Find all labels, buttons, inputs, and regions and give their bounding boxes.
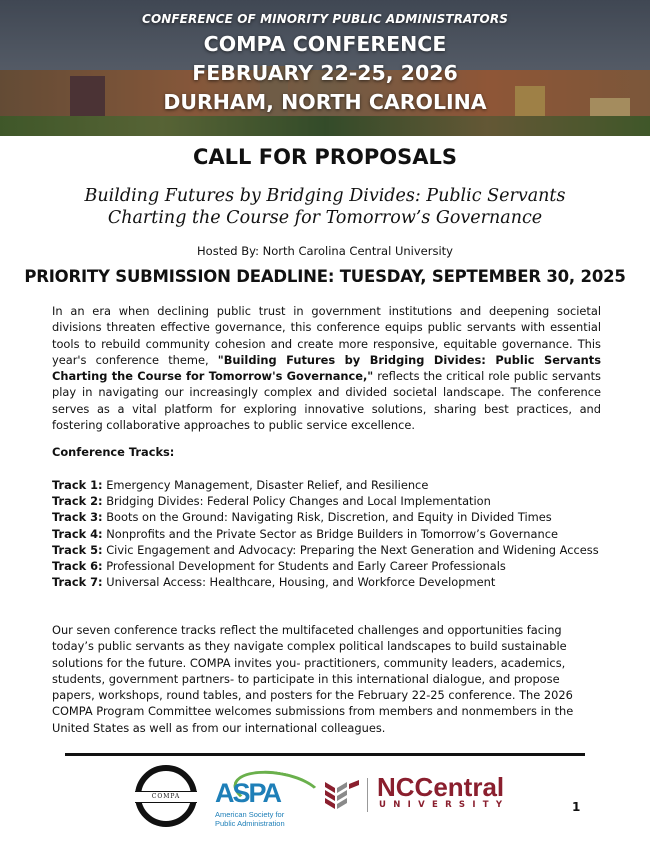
conference-title: COMPA CONFERENCE (203, 32, 447, 56)
header-banner (0, 0, 650, 136)
theme-line: Charting the Course for Tomorrow’s Governance (107, 208, 543, 228)
tracks-list (52, 477, 601, 590)
intro-text: reflects the critical role public servants play in navigating our increasingly complex and divided societal landscape. The conference serves as a vital platform for exploring innovative solutions, sharing best practices, and fostering collaborative approaches to public service excellence. (52, 369, 601, 433)
submission-deadline: PRIORITY SUBMISSION DEADLINE: TUESDAY, SEPTEMBER 30, 2025 (24, 267, 626, 286)
hosted-by: Hosted By: North Carolina Central University (197, 244, 453, 258)
conference-dates: FEBRUARY 22-25, 2026 (192, 61, 458, 85)
page-title: CALL FOR PROPOSALS (193, 145, 457, 169)
conference-theme (0, 185, 650, 229)
aspa-logo: ASPA American Society for Public Administration (213, 770, 313, 832)
sponsor-logos: COMPA ASPA American Society for Public Administration NCCentral UNIVERSITY (0, 762, 650, 832)
chevron-mark-icon (325, 780, 361, 810)
track-item: Track 2: Bridging Divides: Federal Policy Changes and Local Implementation (52, 494, 491, 509)
compa-logo: COMPA (135, 765, 197, 827)
page-number: 1 (572, 800, 581, 814)
track-item: Track 7: Universal Access: Healthcare, Housing, and Workforce Development (52, 575, 496, 590)
divider (65, 753, 585, 756)
intro-text: In an era when declining public trust in government institutions and deepening societal divisions threaten effective governance, this conference equips public servants with essential tools to rebuild community cohesion and create more responsive, equitable governance. This year's conference theme, (52, 304, 601, 367)
track-item: Track 3: Boots on the Ground: Navigating Risk, Discretion, and Equity in Divided Times (52, 510, 552, 525)
theme-line: Building Futures by Bridging Divides: Public Servants (84, 186, 566, 206)
closing-paragraph: Our seven conference tracks reflect the multifaceted challenges and opportunities facing today’s public servants as they navigate complex political landscapes to build sustainable solutions for the future. COMPA invites you- practitioners, community leaders, academics, students, government partners- to participate in this international dialogue, and propose papers, workshops, round tables, and posters for the February 22-25 conference. The 2026 COMPA Program Committee welcomes submissions from members and nonmembers in the United States as well as from our international colleagues. (52, 623, 574, 735)
intro-paragraph (52, 303, 601, 433)
track-item: Track 5: Civic Engagement and Advocacy: Preparing the Next Generation and Widening Access (52, 542, 599, 557)
theme-quote: "Building Futures by Bridging Divides: Public Servants Charting the Course for Tomorrow's Governance," (52, 352, 601, 384)
tracks-heading: Conference Tracks: (52, 445, 175, 459)
org-name: CONFERENCE OF MINORITY PUBLIC ADMINISTRATORS (142, 12, 508, 26)
track-item: Track 6: Professional Development for Students and Early Career Professionals (52, 559, 506, 574)
track-item: Track 1: Emergency Management, Disaster Relief, and Resilience (52, 478, 429, 492)
track-item: Track 4: Nonprofits and the Private Sector as Bridge Builders in Tomorrow’s Governance (52, 526, 558, 541)
conference-location: DURHAM, NORTH CAROLINA (163, 90, 487, 114)
